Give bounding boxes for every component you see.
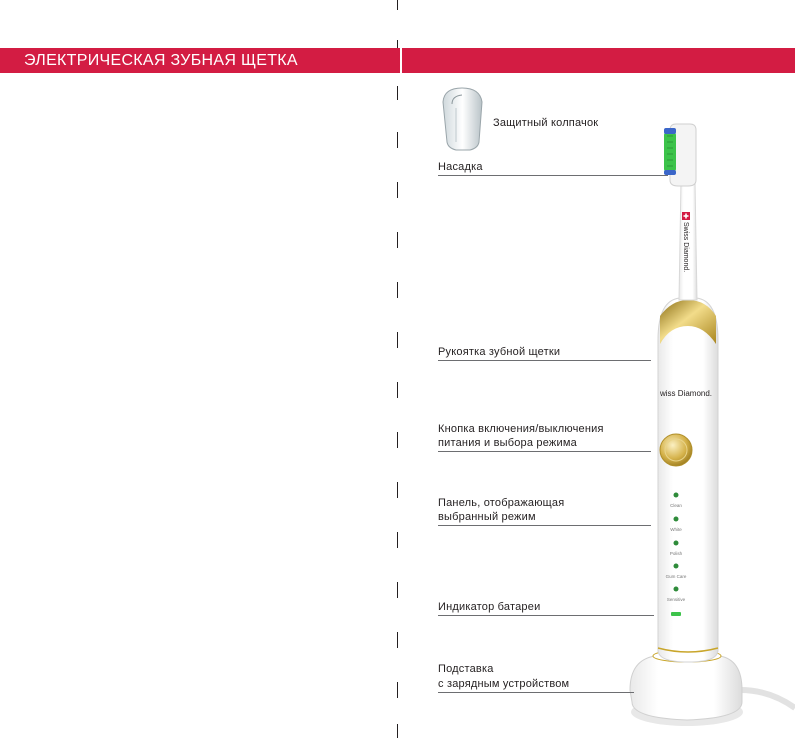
brush-head bbox=[664, 124, 696, 186]
mode-led bbox=[674, 517, 679, 522]
leader-line bbox=[438, 451, 651, 452]
page-title: ЭЛЕКТРИЧЕСКАЯ ЗУБНАЯ ЩЕТКА bbox=[24, 52, 298, 69]
protective-cap bbox=[443, 88, 482, 150]
label-protective-cap: Защитный колпачок bbox=[493, 117, 599, 129]
label-mode-panel-line1: Панель, отображающая bbox=[438, 497, 565, 509]
label-mode-panel-line2: выбранный режим bbox=[438, 511, 536, 523]
mode-label: White bbox=[670, 527, 682, 532]
leader-line bbox=[438, 175, 668, 176]
mode-led bbox=[674, 587, 679, 592]
leader-line bbox=[438, 360, 651, 361]
brand-neck-text: Swiss Diamond. bbox=[682, 222, 690, 273]
power-button-graphic bbox=[660, 434, 692, 466]
swiss-flag-icon bbox=[682, 212, 690, 220]
leader-line bbox=[438, 615, 654, 616]
label-power-button-line2: питания и выбора режима bbox=[438, 437, 577, 449]
mode-led bbox=[674, 564, 679, 569]
mode-led bbox=[674, 493, 679, 498]
label-power-button-line1: Кнопка включения/выключения bbox=[438, 423, 604, 435]
mode-label: Gum Care bbox=[665, 574, 687, 579]
leader-line bbox=[438, 692, 634, 693]
label-brush-head: Насадка bbox=[438, 161, 483, 173]
label-battery: Индикатор батареи bbox=[438, 601, 541, 613]
charging-stand bbox=[630, 650, 795, 726]
brand-body-text: wiss Diamond. bbox=[660, 389, 713, 398]
mode-led bbox=[674, 541, 679, 546]
mode-label: Sensitive bbox=[666, 597, 686, 602]
mode-label: Polish bbox=[669, 551, 683, 556]
label-stand-line2: с зарядным устройством bbox=[438, 678, 570, 690]
label-handle: Рукоятка зубной щетки bbox=[438, 346, 561, 358]
mode-label: Clean bbox=[670, 503, 682, 508]
battery-indicator-icon bbox=[671, 612, 681, 616]
label-stand-line1: Подставка bbox=[438, 663, 494, 675]
leader-line bbox=[438, 525, 651, 526]
